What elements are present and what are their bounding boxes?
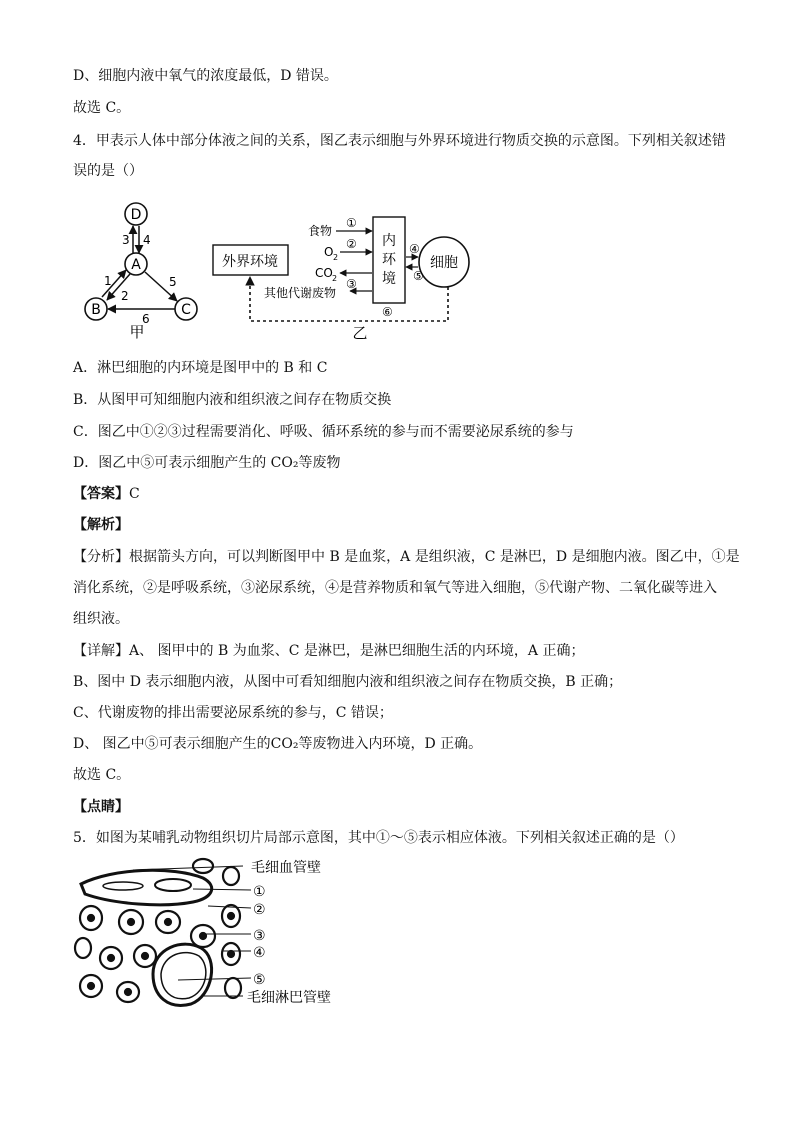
svg-text:内: 内 bbox=[382, 233, 396, 249]
node-b bbox=[85, 298, 107, 320]
analysis-tag: 【解析】 bbox=[73, 517, 129, 533]
svg-text:⑤: ⑤ bbox=[413, 269, 424, 283]
box-internal-environment bbox=[373, 217, 405, 303]
text-line: D、细胞内液中氧气的浓度最低，D 错误。 bbox=[73, 68, 338, 84]
figure-tissue-section bbox=[73, 856, 363, 1012]
svg-text:④: ④ bbox=[409, 242, 420, 256]
svg-text:③: ③ bbox=[253, 928, 266, 944]
option-c: C．图乙中①②③过程需要消化、呼吸、循环系统的参与而不需要泌尿系统的参与 bbox=[73, 424, 574, 440]
answer-line bbox=[73, 484, 140, 504]
comment-tag: 【点睛】 bbox=[73, 799, 129, 815]
label-waste: 其他代谢废物 bbox=[264, 286, 337, 300]
detail-line: D、 图乙中⑤可表示细胞产生的CO₂等废物进入内环境，D 正确。 bbox=[73, 736, 483, 752]
analysis-line: 组织液。 bbox=[73, 611, 129, 627]
box-outer-environment bbox=[213, 245, 288, 275]
svg-text:①: ① bbox=[253, 884, 266, 900]
answer-value: C bbox=[129, 486, 140, 502]
svg-text:2: 2 bbox=[121, 289, 129, 303]
label-food: 食物 bbox=[308, 224, 333, 238]
analysis-line: 消化系统，②是呼吸系统，③泌尿系统，④是营养物质和氧气等进入细胞，⑤代谢产物、二氧化碳等进入 bbox=[73, 580, 717, 596]
figure-jia bbox=[78, 196, 218, 346]
svg-text:D: D bbox=[130, 207, 142, 223]
svg-text:B: B bbox=[91, 302, 101, 318]
question-5-stem: 5．如图为某哺乳动物组织切片局部示意图，其中①～⑤表示相应体液。下列相关叙述正确的是（） bbox=[73, 830, 684, 846]
svg-text:外界环境: 外界环境 bbox=[222, 254, 278, 270]
label-lymph-capillary-wall: 毛细淋巴管壁 bbox=[247, 990, 331, 1006]
question-4-stem-cont: 误的是（） bbox=[73, 163, 143, 179]
svg-text:4: 4 bbox=[143, 233, 151, 247]
svg-text:C: C bbox=[181, 302, 191, 318]
text-line: 故选 C。 bbox=[73, 100, 131, 116]
detail-line: B、图中 D 表示细胞内液，从图中可看知细胞内液和组织液之间存在物质交换，B 正确； bbox=[73, 674, 623, 690]
detail-line: C、代谢废物的排出需要泌尿系统的参与，C 错误； bbox=[73, 705, 393, 721]
option-b: B．从图甲可知细胞内液和组织液之间存在物质交换 bbox=[73, 392, 392, 408]
svg-text:细胞: 细胞 bbox=[430, 255, 458, 271]
svg-text:①: ① bbox=[346, 216, 357, 230]
analysis-line: 【分析】根据箭头方向，可以判断图甲中 B 是血浆，A 是组织液，C 是淋巴，D 是细胞内液。图乙中，①是 bbox=[73, 549, 740, 565]
node-c bbox=[175, 298, 197, 320]
cell-circle bbox=[419, 237, 469, 287]
svg-text:3: 3 bbox=[122, 233, 130, 247]
svg-text:2: 2 bbox=[332, 274, 338, 283]
svg-text:5: 5 bbox=[169, 275, 177, 289]
svg-text:⑥: ⑥ bbox=[382, 305, 393, 319]
svg-text:③: ③ bbox=[346, 277, 357, 291]
question-4-stem: 4．甲表示人体中部分体液之间的关系，图乙表示细胞与外界环境进行物质交换的示意图。下列相关叙述错 bbox=[73, 133, 726, 149]
svg-text:A: A bbox=[131, 257, 141, 273]
svg-text:境: 境 bbox=[382, 271, 396, 287]
figure-yi bbox=[208, 205, 483, 345]
svg-text:②: ② bbox=[253, 902, 266, 918]
figure-jia-caption: 甲 bbox=[129, 323, 145, 341]
option-d: D．图乙中⑤可表示细胞产生的 CO₂等废物 bbox=[73, 455, 341, 471]
svg-text:1: 1 bbox=[104, 274, 112, 288]
label-o2: O bbox=[324, 245, 334, 259]
svg-text:2: 2 bbox=[333, 253, 339, 262]
detail-line: 【详解】A、 图甲中的 B 为血浆、C 是淋巴，是淋巴细胞生活的内环境，A 正确； bbox=[73, 643, 585, 659]
node-a bbox=[125, 253, 147, 275]
svg-text:②: ② bbox=[346, 237, 357, 251]
answer-tag: 【答案】 bbox=[73, 486, 129, 502]
label-co2: CO bbox=[315, 266, 333, 280]
label-capillary-wall: 毛细血管壁 bbox=[251, 860, 321, 876]
node-d bbox=[125, 203, 147, 225]
option-a: A．淋巴细胞的内环境是图甲中的 B 和 C bbox=[73, 360, 328, 376]
svg-text:⑤: ⑤ bbox=[253, 972, 266, 988]
svg-text:环: 环 bbox=[382, 252, 396, 268]
svg-text:6: 6 bbox=[142, 312, 150, 326]
figure-yi-caption: 乙 bbox=[352, 324, 368, 342]
svg-text:④: ④ bbox=[253, 945, 266, 961]
detail-line: 故选 C。 bbox=[73, 767, 131, 783]
